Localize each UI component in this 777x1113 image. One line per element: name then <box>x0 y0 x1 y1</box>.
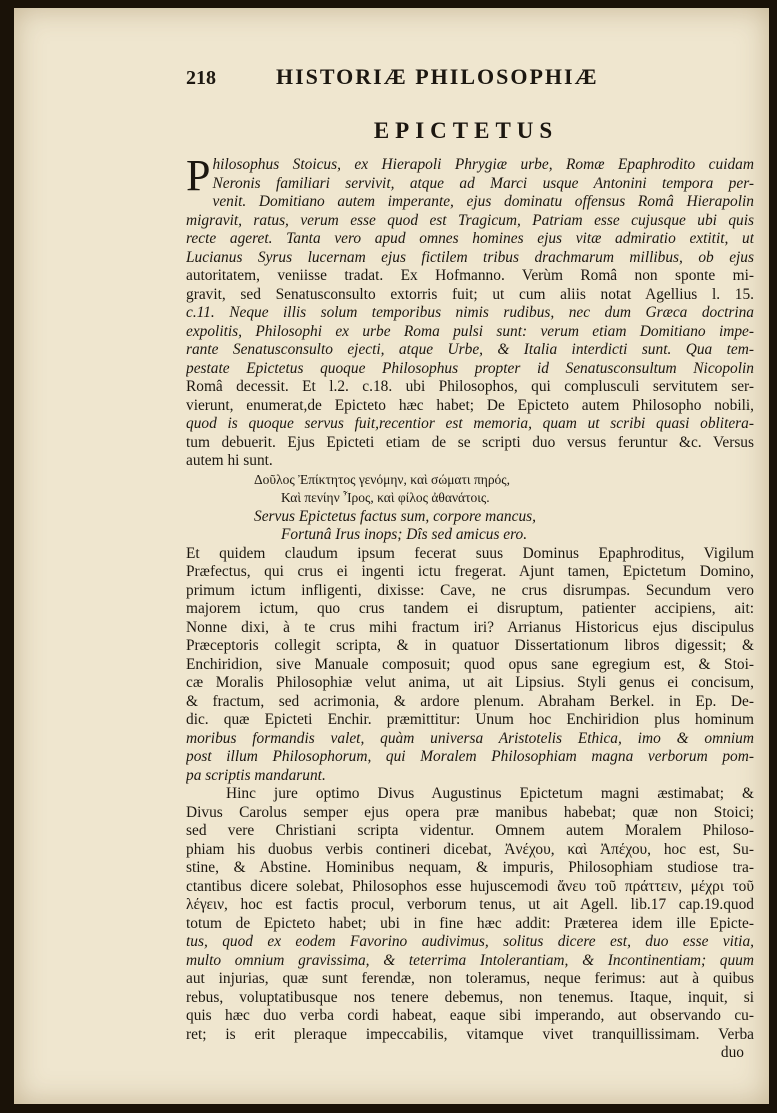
text-body <box>186 151 754 1063</box>
text-line: ret; is erit pleraque impeccabilis, vitamque vivet tranquillissimam. Verba <box>186 1025 754 1043</box>
text-line: venit. Domitiano autem imperante, ejus dominatu offensus Româ Hierapolin <box>212 193 754 210</box>
text-line: autem hi sunt. <box>186 452 273 469</box>
text-line: Enchiridion, sive Manuale composuit; quod opus sane egregium est, & Stoi- <box>186 655 754 673</box>
text-line: post illum Philosophorum, qui Moralem Philosophiam magna verborum pom- <box>186 748 754 765</box>
text-line: migravit, ratus, verum esse quod est Tragicum, Patriam esse cujusque ubi quis <box>186 211 754 229</box>
running-head: HISTORIÆ PHILOSOPHIÆ <box>276 64 599 89</box>
text-line: Româ decessit. Et l.2. c.18. ubi Philosophos, qui complusculi servitutem ser- <box>186 378 754 395</box>
text-line: Neronis familiari servivit, atque ad Marci usque Antonini tempora per- <box>212 174 754 192</box>
text-line: expolitis, Philosophi ex urbe Roma pulsi sunt: verum etiam Domitiano impe- <box>186 322 754 340</box>
text-line: tus, quod ex eodem Favorino audivimus, solitus dicere est, duo esse vitia, <box>186 933 754 950</box>
page-header <box>186 64 746 90</box>
text-line: gravit, sed Senatusconsulto extorris fuit; ut cum aliis notat Agellius l. 15. <box>186 285 754 303</box>
section-title: EPICTETUS <box>373 118 559 143</box>
text-line: multo omnium gravissima, & teterrima Intolerantiam, & Incontinentiam; quum <box>186 951 754 969</box>
text-line: & fractum, sed acrimonia, & ardore plenum. Abraham Berkel. in Ep. De- <box>186 692 754 710</box>
text-line: quod is quoque servus fuit,recentior est memoria, quam ut scribi quasi oblitera- <box>186 415 754 432</box>
text-line: pa scriptis mandarunt. <box>186 766 326 784</box>
text-line: c.11. Neque illis solum temporibus nimis rudibus, nec dum Græca doctrina <box>186 304 754 321</box>
book-page <box>14 8 769 1104</box>
page-number: 218 <box>186 67 216 89</box>
latin-verse-line: Servus Epictetus factus sum, corpore mancus, <box>254 507 536 525</box>
catchword: duo <box>720 1044 744 1061</box>
text-line: recte ageret. Tanta vero apud omnes homines ejus vitæ admiratio extitit, ut <box>186 230 754 247</box>
paragraph-1 <box>186 151 754 471</box>
text-line: rebus, voluptatibusque nos tenere debemus, non tenemus. Itaque, inquit, si <box>186 988 754 1006</box>
paragraph-3 <box>186 785 754 1044</box>
text-line: pestate Epictetus quoque Philosophus propter id Senatusconsultum Nicopolin <box>186 359 754 377</box>
verse-block <box>186 471 754 545</box>
text-line: hilosophus Stoicus, ex Hierapoli Phrygiæ urbe, Romæ Epaphrodito cuidam <box>212 156 754 173</box>
text-line: cæ Moralis Philosophiæ velut anima, ut ait Lipsius. Styli genus ei concisum, <box>186 674 754 691</box>
text-line: tum debuerit. Ejus Epicteti etiam de se scripti duo versus feruntur &c. Versus <box>186 433 754 451</box>
paragraph-2 <box>186 545 754 786</box>
text-line: Nonne dixi, à te crus mihi fractum iri? Arrianus Historicus ejus discipulus <box>186 618 754 636</box>
text-line: Hinc jure optimo Divus Augustinus Epictetum magni æstimabat; & <box>226 785 754 802</box>
drop-cap: P <box>186 151 211 200</box>
greek-verse-line: Δοῦλος Ἐπίκτητος γενόμην, καὶ σώματι πηρός, <box>254 471 511 487</box>
text-line: aut injurias, quæ sunt ferendæ, non toleramus, neque ferimus: aut à quibus <box>186 970 754 987</box>
text-line: Præceptoris collegit scripta, & in quatuor Dissertationum libros digessit; & <box>186 637 754 654</box>
text-line: Et quidem claudum ipsum fecerat suus Dominus Epaphroditus, Vigilum <box>186 544 754 562</box>
text-line: totum de Epicteto habet; ubi in fine hæc addit: Præterea idem ille Epicte- <box>186 914 754 932</box>
text-line: primum ictum infligenti, dixisse: Cave, ne crus disrumpas. Secundum vero <box>186 581 754 599</box>
latin-verse-line: Fortunâ Irus inops; Dîs sed amicus ero. <box>281 526 528 543</box>
text-line: ctantibus dicere solebat, Philosophos esse hujuscemodi ἄνευ τοῦ πράττειν, μέχρι τοῦ <box>186 877 754 895</box>
greek-verse-line: Καὶ πενίην Ἶρος, καὶ φίλος ἀθανάτοις. <box>281 490 490 505</box>
text-line: vierunt, enumerat,de Epicteto hæc habet; De Epicteto autem Philosopho nobili, <box>186 396 754 414</box>
text-line: rante Senatusconsulto ejecti, atque Urbe, & Italia interdicti sunt. Qua tem- <box>186 341 754 358</box>
text-line: phiam his duobus verbis contineri dicebat, Ἀνέχου, καὶ Ἀπέχου, hoc est, Su- <box>186 840 754 858</box>
text-line: λέγειν, hoc est factis procul, verborum tenus, ut ait Agell. lib.17 cap.19.quod <box>186 896 754 913</box>
text-line: majorem ictum, quo crus tandem ei disruptum, patienter accipiens, ait: <box>186 600 754 617</box>
text-line: dic. quæ Epicteti Enchir. præmittitur: Unum hoc Enchiridion plus hominum <box>186 711 754 728</box>
text-line: Lucianus Syrus lucernam ejus fictilem tribus drachmarum millibus, ob ejus <box>186 248 754 266</box>
text-line: moribus formandis valet, quàm universa Aristotelis Ethica, imo & omnium <box>186 729 754 747</box>
text-line: sed vere Christiani scripta videntur. Omnem autem Moralem Philoso- <box>186 822 754 839</box>
text-line: Divus Carolus semper ejus opera præ manibus habebat; quæ non Stoici; <box>186 803 754 821</box>
text-line: autoritatem, veniisse tradat. Ex Hofmanno. Verùm Româ non sponte mi- <box>186 267 754 284</box>
text-line: stine, & Abstine. Hominibus nequam, & impuris, Philosophiam studiose tra- <box>186 859 754 876</box>
text-line: Præfectus, qui crus ei ingenti ictu fregerat. Ajunt tamen, Epictetum Domino, <box>186 563 754 580</box>
text-line: quis hæc duo verba cordi habeat, eaque sibi imperando, aut observando cu- <box>186 1007 754 1024</box>
